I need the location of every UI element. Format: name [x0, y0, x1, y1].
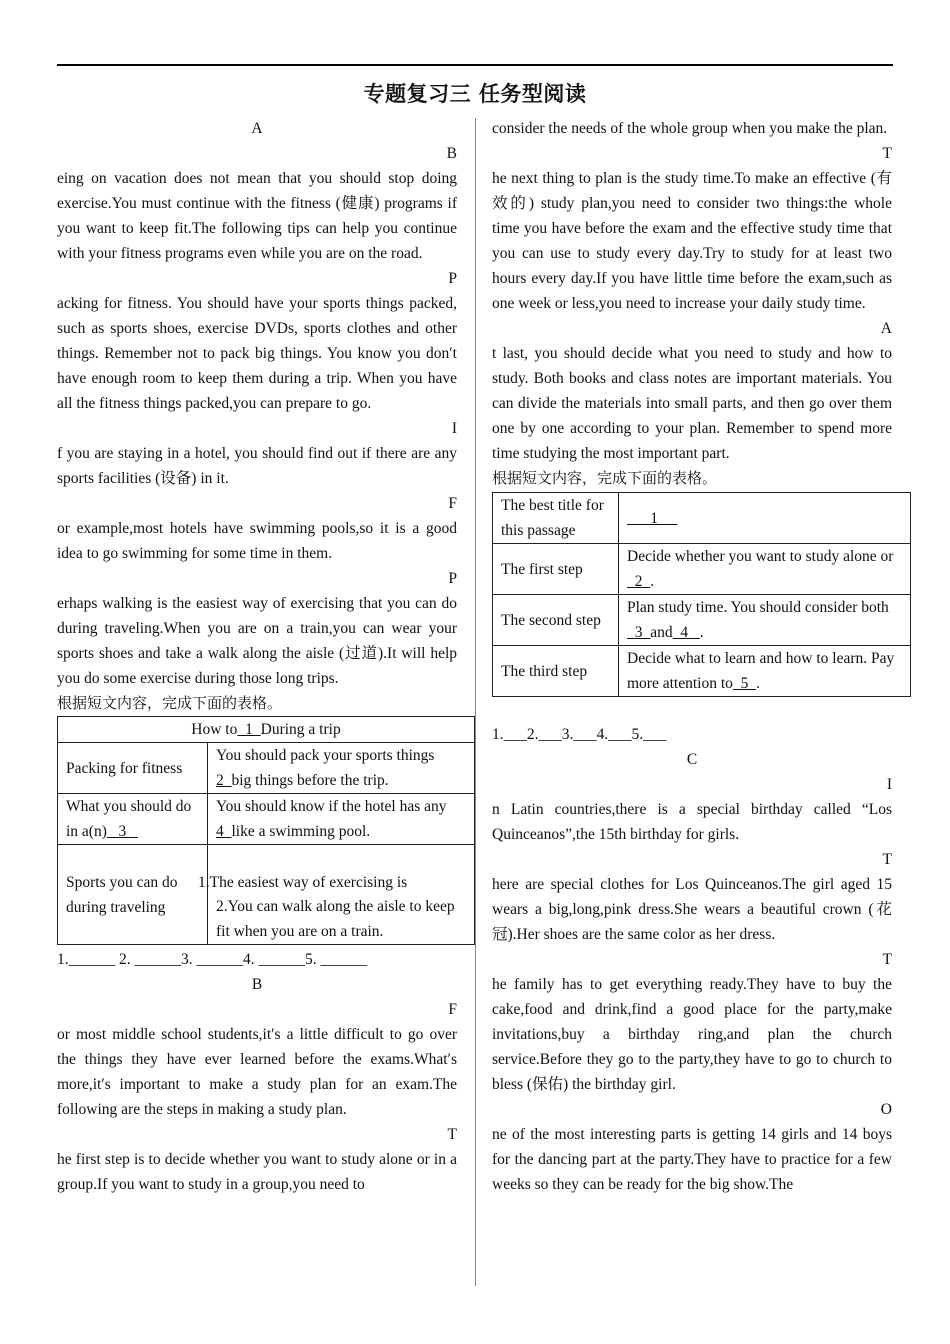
study-plan-table — [492, 492, 911, 697]
table-text: Plan study time. You should consider both — [627, 599, 889, 616]
section-heading-c: C — [686, 751, 698, 768]
table-cell: The third step — [493, 646, 619, 697]
blank-1[interactable]: 1 — [237, 721, 261, 738]
table-text: . — [756, 675, 761, 692]
table-text: and — [650, 624, 673, 641]
blank-2[interactable]: 2 — [627, 573, 651, 590]
drop-letter: F — [448, 495, 457, 512]
table-cell — [208, 743, 475, 794]
paragraph: he first step is to decide whether you want to study alone or in a group.If you want to study in a group,you need to — [57, 1151, 457, 1193]
paragraph: erhaps walking is the easiest way of exercising that you can do during traveling.When you are on a train,you can wear your sports shoes and take a walk along the aisle (过道).It will help you do some exercise during those long trips. — [57, 595, 457, 687]
drop-letter: B — [446, 145, 457, 162]
blank-4[interactable]: 4 — [216, 823, 232, 840]
table-text: During a trip — [260, 721, 341, 738]
table-cell — [619, 544, 911, 595]
table-row — [58, 743, 475, 794]
drop-letter: P — [448, 570, 457, 587]
paragraph: here are special clothes for Los Quinceanos.The girl aged 15 wears a big,long,pink dress.She wears a beautiful crown (花冠).Her shoes are the same color as her dress. — [492, 876, 892, 943]
left-column — [57, 116, 457, 1197]
table-cell: The second step — [493, 595, 619, 646]
section-heading-b: B — [251, 976, 263, 993]
table-cell — [198, 845, 475, 945]
column-divider — [475, 118, 476, 1286]
drop-letter: T — [882, 145, 892, 162]
fitness-table — [57, 716, 475, 945]
paragraph: n Latin countries,there is a special birthday called “Los Quinceanos”,the 15th birthday for girls. — [492, 801, 892, 843]
drop-letter: P — [448, 270, 457, 287]
blank-2[interactable]: 2 — [216, 772, 232, 789]
table-text: You should pack your sports things — [216, 747, 435, 764]
top-rule — [57, 64, 893, 66]
answer-line: 1.______ 2. ______3. ______4. ______5. ______ — [57, 951, 367, 968]
blank-1[interactable]: 1 — [627, 509, 678, 527]
paragraph: or example,most hotels have swimming pools,so it is a good idea to go swimming for some time in them. — [57, 520, 457, 562]
table-text: big things before the trip. — [231, 772, 389, 789]
table-cell — [619, 595, 911, 646]
table-cell: The best title for this passage — [493, 493, 619, 544]
table-text: like a swimming pool. — [231, 823, 371, 840]
table-cell: Packing for fitness — [58, 743, 208, 794]
table-text: What you should do in a(n) — [66, 798, 192, 840]
paragraph: he next thing to plan is the study time.To make an effective (有效的) study plan,you need to consider two things:the whole time you have before the exam and the effective study time that you can use to study every day.Try to study for at least two hours every day.If you have little time before the exam,such as one week or less,you need to increase your daily study time. — [492, 170, 892, 312]
drop-letter: T — [882, 851, 892, 868]
table-row — [58, 794, 475, 845]
right-column — [492, 116, 895, 1197]
drop-letter: F — [448, 1001, 457, 1018]
table-text: 2.You can walk along the aisle to keep fit when you are on a train. — [216, 898, 455, 940]
table-cell — [208, 794, 475, 845]
blank-3[interactable]: 3 — [627, 624, 651, 641]
paragraph: acking for fitness. You should have your sports things packed, such as sports shoes, exercise DVDs, sports clothes and other things. Remember not to pack big things. You know you don′t have enough room to keep them during a trip. When you have all the fitness things packed,you can prepare to go. — [57, 295, 457, 412]
table-row — [58, 717, 475, 743]
paragraph: t last, you should decide what you need to study and how to study. Both books and class notes are important materials. You can divide the materials into small parts, and then go over them one by one according to your plan. Remember to spend more time studying the most important part. — [492, 345, 892, 462]
drop-letter: I — [451, 420, 457, 437]
section-heading-a: A — [251, 120, 263, 137]
table-row — [58, 845, 475, 945]
table-cell — [619, 646, 911, 697]
table-text: How to — [191, 721, 238, 738]
paragraph: or most middle school students,it′s a little difficult to go over the things they have ever learned before the exams.What′s more,it′s important to make a study plan for an exam.The following are the steps in making a study plan. — [57, 1026, 457, 1118]
table-text: . — [650, 573, 655, 590]
table-text: You should know if the hotel has any — [216, 798, 447, 815]
drop-letter: I — [886, 776, 892, 793]
page-title: 专题复习三 任务型阅读 — [363, 82, 587, 106]
table-row — [493, 595, 911, 646]
paragraph: f you are staying in a hotel, you should find out if there are any sports facilities (设备) in it. — [57, 445, 457, 487]
blank-5[interactable]: 5 — [732, 675, 757, 692]
instruction: 根据短文内容，完成下面的表格。 — [57, 694, 283, 712]
table-cell — [58, 794, 208, 845]
drop-letter: T — [882, 951, 892, 968]
table-cell — [619, 493, 911, 544]
drop-letter: T — [447, 1126, 457, 1143]
table-row — [493, 544, 911, 595]
table-cell: The first step — [493, 544, 619, 595]
table-header — [58, 717, 475, 743]
table-text: Decide what to learn and how to learn. Pay more attention to — [627, 650, 895, 692]
drop-letter: A — [880, 320, 892, 337]
paragraph: consider the needs of the whole group when you make the plan. — [492, 120, 888, 137]
table-cell: Sports you can do during traveling — [58, 845, 208, 945]
paragraph: he family has to get everything ready.They have to buy the cake,food and drink,find a good place for the party,make invitations,buy a birthday ring,and plan the church service.Before they go to the party,they have to go to church to bless (保佑) the birthday girl. — [492, 976, 892, 1093]
blank-3[interactable]: 3 — [106, 823, 138, 840]
instruction: 根据短文内容，完成下面的表格。 — [492, 469, 718, 487]
table-text: Decide whether you want to study alone or — [627, 548, 894, 565]
blank-4[interactable]: 4 — [672, 624, 700, 641]
table-text: . — [699, 624, 704, 641]
table-row — [493, 646, 911, 697]
table-text: 1.The easiest way of exercising is — [198, 874, 408, 891]
table-row — [493, 493, 911, 544]
paragraph: ne of the most interesting parts is getting 14 girls and 14 boys for the dancing part at the party.They have to practice for a few weeks so they can be ready for the big show.The — [492, 1126, 892, 1193]
drop-letter: O — [880, 1101, 892, 1118]
answer-line: 1.___2.___3.___4.___5.___ — [492, 726, 667, 743]
paragraph: eing on vacation does not mean that you should stop doing exercise.You must continue with the fitness (健康) programs if you want to keep fit.The following tips can help you continue with your fitness programs even while you are on the road. — [57, 170, 457, 262]
